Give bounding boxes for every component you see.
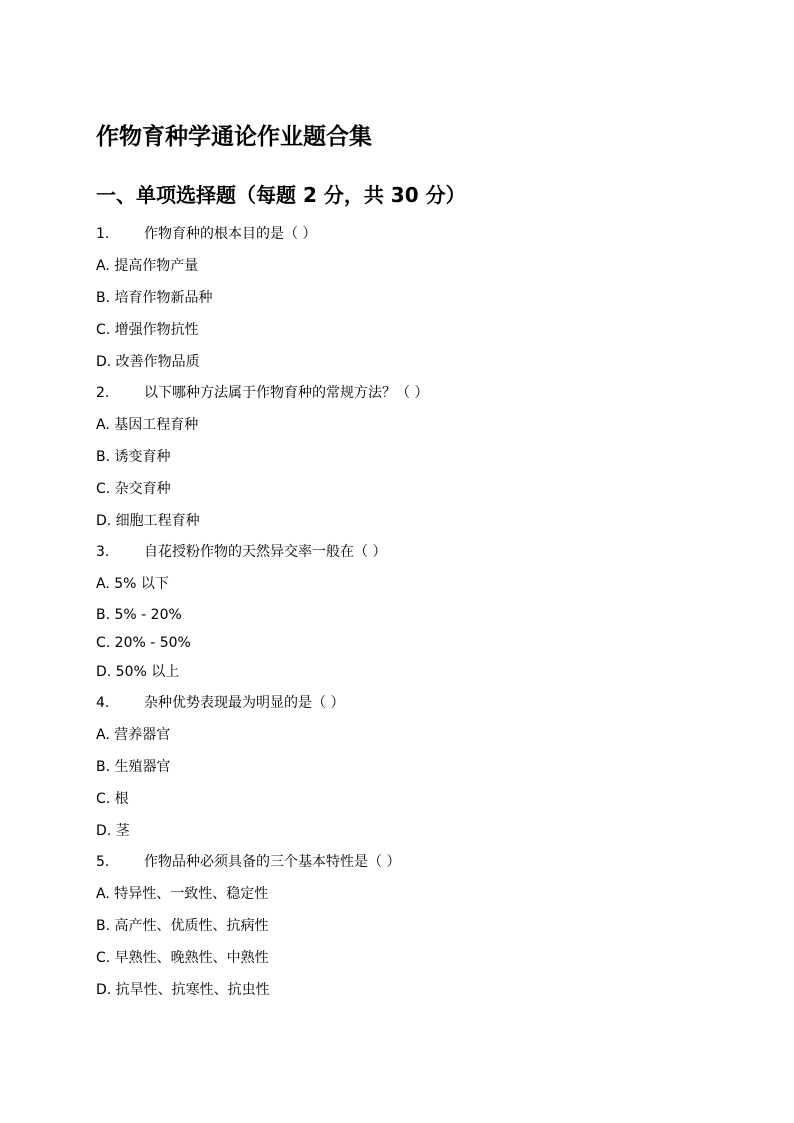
question-stem xyxy=(96,224,316,244)
answer-option: C. 20% - 50% xyxy=(96,635,191,651)
question-text: 杂种优势表现最为明显的是（ ） xyxy=(144,695,345,711)
question-text: 以下哪种方法属于作物育种的常规方法？（ ） xyxy=(144,385,429,401)
answer-option: D. 抗旱性、抗寒性、抗虫性 xyxy=(96,982,270,998)
question-text: 作物品种必须具备的三个基本特性是（ ） xyxy=(144,854,401,870)
question-stem xyxy=(96,852,400,872)
answer-option: D. 改善作物品质 xyxy=(96,354,200,370)
question-stem xyxy=(96,383,428,403)
answer-option: B. 5% - 20% xyxy=(96,607,182,623)
answer-option: A. 5% 以下 xyxy=(96,576,169,592)
question-number: 1. xyxy=(96,226,110,242)
document-title: 作物育种学通论作业题合集 xyxy=(96,124,372,150)
answer-option: C. 增强作物抗性 xyxy=(96,322,199,338)
answer-option: C. 早熟性、晚熟性、中熟性 xyxy=(96,950,269,966)
answer-option: B. 培育作物新品种 xyxy=(96,290,213,306)
answer-option: D. 细胞工程育种 xyxy=(96,513,200,529)
question-number: 3. xyxy=(96,544,110,560)
question-stem xyxy=(96,542,386,562)
answer-option: D. 茎 xyxy=(96,823,130,839)
question-stem xyxy=(96,693,344,713)
answer-option: A. 基因工程育种 xyxy=(96,417,199,433)
answer-option: B. 诱变育种 xyxy=(96,449,171,465)
question-number: 4. xyxy=(96,695,110,711)
question-number: 2. xyxy=(96,385,110,401)
answer-option: C. 杂交育种 xyxy=(96,481,171,497)
answer-option: B. 生殖器官 xyxy=(96,759,171,775)
answer-option: B. 高产性、优质性、抗病性 xyxy=(96,918,269,934)
answer-option: A. 特异性、一致性、稳定性 xyxy=(96,886,269,902)
answer-option: C. 根 xyxy=(96,791,129,807)
answer-option: A. 提高作物产量 xyxy=(96,258,199,274)
question-text: 作物育种的根本目的是（ ） xyxy=(144,226,317,242)
answer-option: D. 50% 以上 xyxy=(96,664,180,680)
answer-option: A. 营养器官 xyxy=(96,727,171,743)
question-number: 5. xyxy=(96,854,110,870)
section-heading: 一、单项选择题（每题 2 分，共 30 分） xyxy=(96,183,466,207)
question-text: 自花授粉作物的天然异交率一般在（ ） xyxy=(144,544,387,560)
